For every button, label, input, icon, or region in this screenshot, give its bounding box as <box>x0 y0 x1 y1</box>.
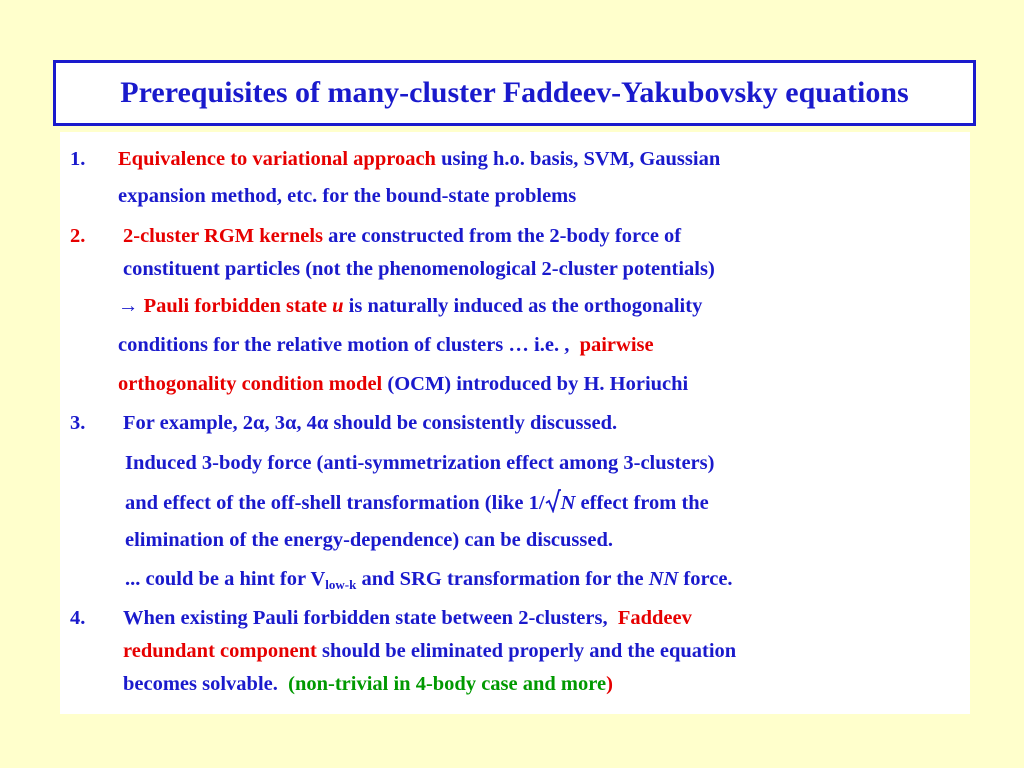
pairwise-highlight: pairwise <box>579 334 654 356</box>
item-1-line-1 <box>118 147 720 171</box>
item-4-line-1-text: When existing Pauli forbidden state between 2-clusters, <box>123 607 608 629</box>
item-3-line-5-text-a: ... could be a hint for V <box>125 568 326 590</box>
note-close-paren: ) <box>606 673 613 695</box>
item-3-line-5 <box>125 567 733 597</box>
item-3-line-2: Induced 3-body force (anti-symmetrization effect among 3-clusters) <box>125 452 715 474</box>
item-3-line-3-text-b: effect from the <box>575 492 709 514</box>
pauli-forbidden-state: Pauli forbidden state <box>143 295 327 317</box>
item-1-highlight: Equivalence to variational approach <box>118 148 436 170</box>
item-number-4: 4. <box>70 607 86 629</box>
item-2-line-3 <box>118 294 702 318</box>
item-3-line-1: For example, 2α, 3α, 4α should be consistently discussed. <box>123 412 618 434</box>
item-4-line-3-text: becomes solvable. <box>123 673 278 695</box>
item-2-line-4 <box>118 333 654 357</box>
item-4-line-2-text: should be eliminated properly and the equation <box>316 640 737 662</box>
item-3-line-3-text-a: and effect of the off-shell transformation (like 1/ <box>125 492 545 514</box>
title-box <box>53 60 976 126</box>
redundant-component-highlight: redundant component <box>123 640 317 662</box>
slide-title: Prerequisites of many-cluster Faddeev-Yakubovsky equations <box>120 76 909 109</box>
ocm-highlight: orthogonality condition model <box>118 373 383 395</box>
symbol-u: u <box>332 295 344 317</box>
item-3-line-4: elimination of the energy-dependence) can be discussed. <box>125 529 613 551</box>
symbol-nn: NN <box>648 568 679 590</box>
item-1-line-2: expansion method, etc. for the bound-state problems <box>118 185 577 207</box>
item-2-highlight: 2-cluster RGM kernels <box>123 225 324 247</box>
item-4-line-2 <box>123 639 736 663</box>
item-2-line-1 <box>123 224 681 248</box>
item-2-line-5 <box>118 372 688 396</box>
arrow-icon: → <box>118 295 139 317</box>
item-number-2: 2. <box>70 225 86 247</box>
item-number-1: 1. <box>70 148 86 170</box>
item-2-line-3-text: is naturally induced as the orthogonality <box>343 295 703 317</box>
item-3-line-5-text-c: force. <box>678 568 733 590</box>
subscript-low-k: low-k <box>325 577 357 592</box>
item-3-line-5-text-b: and SRG transformation for the <box>356 568 649 590</box>
item-3-line-3 <box>125 489 709 515</box>
item-4-line-1 <box>123 606 692 630</box>
item-number-3: 3. <box>70 412 86 434</box>
faddeev-highlight: Faddeev <box>617 607 692 629</box>
sqrt-icon <box>545 489 561 513</box>
item-2-line-2: constituent particles (not the phenomenological 2-cluster potentials) <box>123 258 715 280</box>
note-green: (non-trivial in 4-body case and more <box>288 673 607 695</box>
item-1-text: using h.o. basis, SVM, Gaussian <box>435 148 721 170</box>
item-2-text: are constructed from the 2-body force of <box>323 225 682 247</box>
item-2-line-4-text: conditions for the relative motion of clusters … i.e. , <box>118 334 570 356</box>
symbol-n: N <box>560 492 576 514</box>
item-2-line-5-text: (OCM) introduced by H. Horiuchi <box>382 373 689 395</box>
item-4-line-3 <box>123 672 613 696</box>
